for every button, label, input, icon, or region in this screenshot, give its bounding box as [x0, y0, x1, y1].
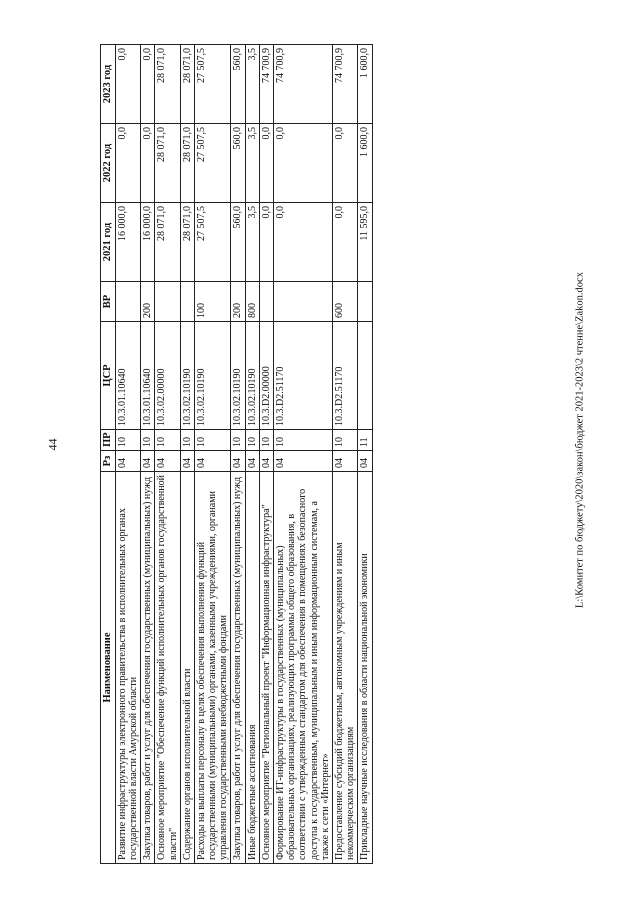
cell-name: Закупка товаров, работ и услуг для обеспечения государственных (муниципальных) нужд	[231, 472, 245, 864]
table-row	[358, 45, 372, 864]
cell-vr	[358, 282, 372, 322]
table-row	[180, 45, 194, 864]
cell-csr: 10.3.D2.51170	[274, 322, 333, 430]
table-row	[245, 45, 259, 864]
cell-y2022: 1 600,0	[358, 124, 372, 203]
cell-pr: 10	[141, 430, 155, 451]
cell-y2021: 27 507,5	[194, 203, 231, 282]
cell-vr	[115, 282, 140, 322]
cell-csr: 10.3.D2.00000	[259, 322, 273, 430]
cell-pr: 10	[231, 430, 245, 451]
footer-file-path: L:\Комитет по бюджету\2020\закон\бюджет 2021-2023\2 чтение\Zakon.docx	[574, 272, 586, 608]
cell-name: Закупка товаров, работ и услуг для обеспечения государственных (муниципальных) нужд	[141, 472, 155, 864]
cell-pr: 10	[115, 430, 140, 451]
cell-y2022: 0,0	[274, 124, 333, 203]
cell-y2022: 28 071,0	[180, 124, 194, 203]
cell-csr: 10.3.02.10190	[180, 322, 194, 430]
cell-y2023: 74 700,9	[332, 45, 357, 124]
cell-y2023: 3,5	[245, 45, 259, 124]
cell-vr: 800	[245, 282, 259, 322]
cell-rz: 04	[332, 451, 357, 472]
table-row	[332, 45, 357, 864]
cell-name: Развитие инфраструктуры электронного правительства в исполнительных органах государственной власти Амурской области	[115, 472, 140, 864]
cell-pr: 10	[155, 430, 180, 451]
cell-pr: 10	[180, 430, 194, 451]
cell-csr	[358, 322, 372, 430]
cell-y2022: 560,0	[231, 124, 245, 203]
cell-y2023: 27 507,5	[194, 45, 231, 124]
cell-csr: 10.3.02.10190	[231, 322, 245, 430]
cell-vr: 200	[141, 282, 155, 322]
cell-vr	[180, 282, 194, 322]
column-header-vr: ВР	[101, 282, 116, 322]
cell-vr: 600	[332, 282, 357, 322]
cell-csr: 10.3.02.10190	[245, 322, 259, 430]
table-row	[115, 45, 140, 864]
cell-pr: 10	[274, 430, 333, 451]
table-row	[231, 45, 245, 864]
cell-rz: 04	[141, 451, 155, 472]
cell-y2021: 16 000,0	[115, 203, 140, 282]
cell-y2022: 0,0	[115, 124, 140, 203]
column-header-csr: ЦСР	[101, 322, 116, 430]
cell-csr: 10.3.02.00000	[155, 322, 180, 430]
cell-name: Формирование ИТ-инфраструктуры в государственных (муниципальных) образовательных организациях, реализующих программы общего образования, в соответствии с утвержденным стандартом для обеспечения в помещениях безопасного доступа к государственным, муниципальным и иным информационным системам, а также к сети «Интернет»	[274, 472, 333, 864]
cell-name: Основное мероприятие "Региональный проект "Информационная инфраструктура"	[259, 472, 273, 864]
cell-rz: 04	[245, 451, 259, 472]
cell-name: Предоставление субсидий бюджетным, автономным учреждениям и иным некоммерческим организациям	[332, 472, 357, 864]
table-row	[141, 45, 155, 864]
cell-y2023: 0,0	[141, 45, 155, 124]
cell-y2021: 28 071,0	[155, 203, 180, 282]
cell-y2022: 28 071,0	[155, 124, 180, 203]
table-row	[194, 45, 231, 864]
cell-pr: 10	[332, 430, 357, 451]
cell-y2023: 74 700,9	[259, 45, 273, 124]
table-row	[274, 45, 333, 864]
column-header-y2021: 2021 год	[101, 203, 116, 282]
cell-y2021: 0,0	[259, 203, 273, 282]
cell-y2022: 27 507,5	[194, 124, 231, 203]
cell-vr: 200	[231, 282, 245, 322]
cell-name: Прикладные научные исследования в области национальной экономики	[358, 472, 372, 864]
cell-y2021: 28 071,0	[180, 203, 194, 282]
cell-csr: 10.3.02.10190	[194, 322, 231, 430]
cell-rz: 04	[259, 451, 273, 472]
cell-pr: 10	[245, 430, 259, 451]
column-header-y2022: 2022 год	[101, 124, 116, 203]
cell-rz: 04	[358, 451, 372, 472]
cell-vr: 100	[194, 282, 231, 322]
cell-vr	[155, 282, 180, 322]
cell-y2021: 0,0	[274, 203, 333, 282]
cell-y2021: 16 000,0	[141, 203, 155, 282]
cell-rz: 04	[194, 451, 231, 472]
cell-name: Основное мероприятие "Обеспечение функций исполнительных органов государственной власти"	[155, 472, 180, 864]
cell-y2021: 0,0	[332, 203, 357, 282]
budget-table	[100, 44, 373, 864]
cell-y2021: 11 595,0	[358, 203, 372, 282]
cell-pr: 10	[259, 430, 273, 451]
column-header-y2023: 2023 год	[101, 45, 116, 124]
cell-y2023: 1 600,0	[358, 45, 372, 124]
budget-table-sheet	[100, 44, 536, 864]
cell-y2021: 560,0	[231, 203, 245, 282]
cell-y2021: 3,5	[245, 203, 259, 282]
page-number: 44	[45, 438, 60, 451]
cell-pr: 11	[358, 430, 372, 451]
table-row	[155, 45, 180, 864]
cell-y2022: 0,0	[332, 124, 357, 203]
cell-y2023: 28 071,0	[155, 45, 180, 124]
cell-vr	[259, 282, 273, 322]
cell-y2023: 28 071,0	[180, 45, 194, 124]
cell-y2022: 3,5	[245, 124, 259, 203]
cell-rz: 04	[180, 451, 194, 472]
cell-name: Иные бюджетные ассигнования	[245, 472, 259, 864]
table-row	[259, 45, 273, 864]
column-header-pr: ПР	[101, 430, 116, 451]
cell-rz: 04	[115, 451, 140, 472]
cell-csr: 10.3.01.10640	[115, 322, 140, 430]
cell-pr: 10	[194, 430, 231, 451]
cell-y2022: 0,0	[259, 124, 273, 203]
cell-y2023: 560,0	[231, 45, 245, 124]
cell-y2023: 74 700,9	[274, 45, 333, 124]
column-header-name: Наименование	[101, 472, 116, 864]
cell-y2022: 0,0	[141, 124, 155, 203]
cell-rz: 04	[274, 451, 333, 472]
table-body	[115, 45, 372, 864]
cell-name: Содержание органов исполнительной власти	[180, 472, 194, 864]
cell-rz: 04	[155, 451, 180, 472]
table-header-row	[101, 45, 116, 864]
cell-csr: 10.3.D2.51170	[332, 322, 357, 430]
cell-rz: 04	[231, 451, 245, 472]
column-header-rz: Рз	[101, 451, 116, 472]
cell-y2023: 0,0	[115, 45, 140, 124]
cell-csr: 10.3.01.10640	[141, 322, 155, 430]
cell-vr	[274, 282, 333, 322]
cell-name: Расходы на выплаты персоналу в целях обеспечения выполнения функций государственными (муниципальными) органами, казенными учреждениями, органами управления государственными внебюджетными фондами	[194, 472, 231, 864]
